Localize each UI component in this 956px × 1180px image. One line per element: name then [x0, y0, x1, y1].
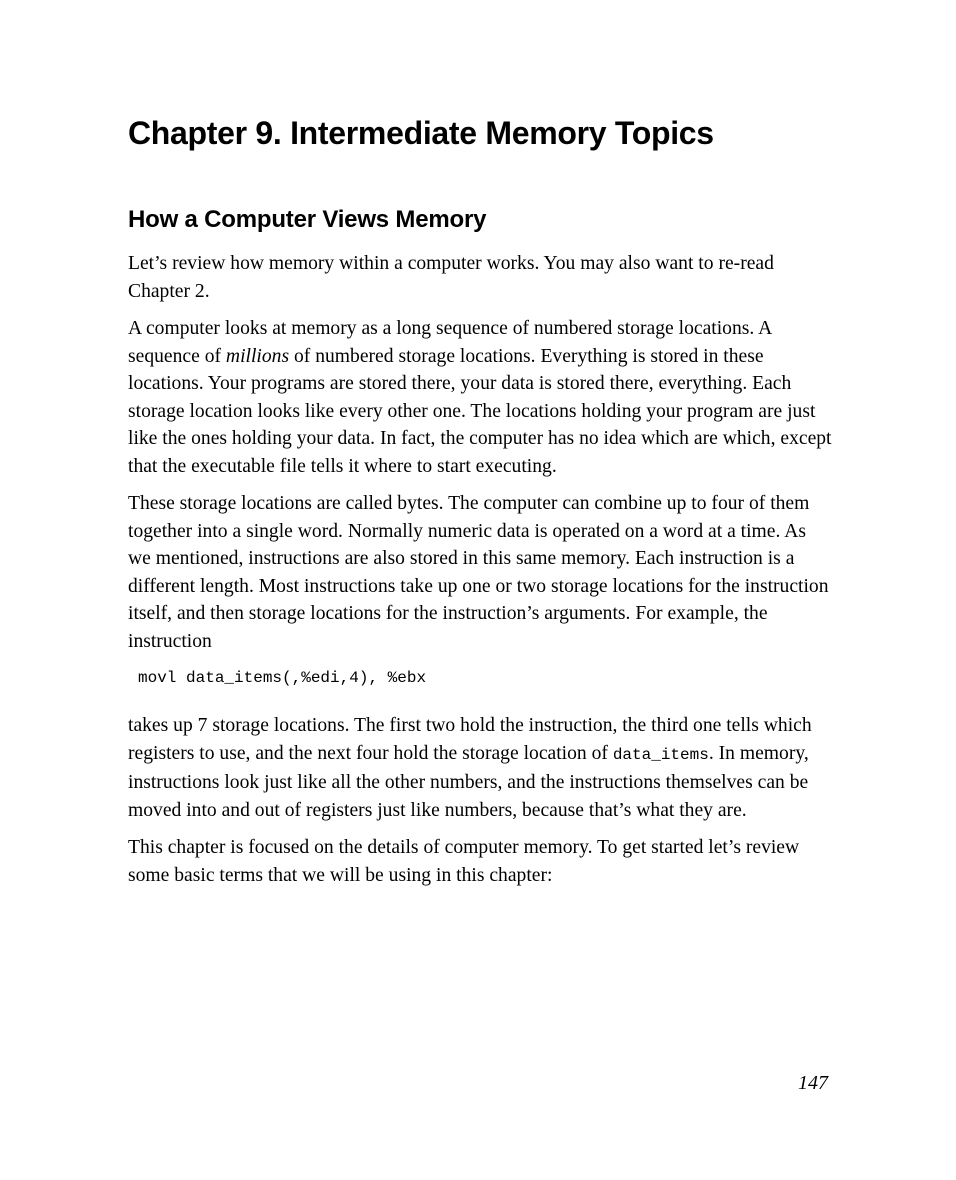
code-example: movl data_items(,%edi,4), %ebx	[138, 669, 427, 687]
chapter-title: Chapter 9. Intermediate Memory Topics	[128, 115, 714, 151]
paragraph-bytes: These storage locations are called bytes. The computer can combine up to four of them together into a single word. Normally numeric data is operated on a word at a time. As we mentioned, instructions are also stored in this same memory. Each instruction is a different length. Most instructions take up one or two storage locations for the instruction itself, and then storage locations for the instruction’s arguments. For example, the instruction	[128, 493, 829, 652]
paragraph-text: of numbered storage locations. Everything is stored in these locations. Your programs are stored there, your data is stored there, everything. Each storage location looks like every other one. The locations holding your program are just like the ones holding your data. In fact, the computer has no idea which are which, except that the executable file tells it where to start executing.	[128, 345, 832, 477]
section-title: How a Computer Views Memory	[128, 206, 487, 233]
paragraph-text: takes up 7 storage locations. The first two hold the instruction, the third one tells which registers to use, and the next four hold the storage location of	[128, 715, 812, 764]
paragraph-memory-sequence	[128, 315, 832, 480]
page-number: 147	[798, 1072, 828, 1094]
emphasis-millions: millions	[225, 345, 290, 367]
paragraph-text: A computer looks at memory as a long sequence of numbered storage locations. A sequence of	[128, 318, 772, 367]
paragraph-storage-locations	[128, 712, 832, 824]
paragraph-chapter-focus: This chapter is focused on the details of computer memory. To get started let’s review some basic terms that we will be using in this chapter:	[128, 837, 800, 886]
body-text	[128, 250, 832, 899]
paragraph-review: Let’s review how memory within a computer works. You may also want to re-read Chapter 2.	[128, 253, 774, 302]
paragraph-text: . In memory, instructions look just like all the other numbers, and the instructions themselves can be moved into and out of registers just like numbers, because that’s what they are.	[128, 742, 809, 821]
inline-code: data_items	[612, 745, 709, 764]
book-page	[128, 0, 832, 1180]
